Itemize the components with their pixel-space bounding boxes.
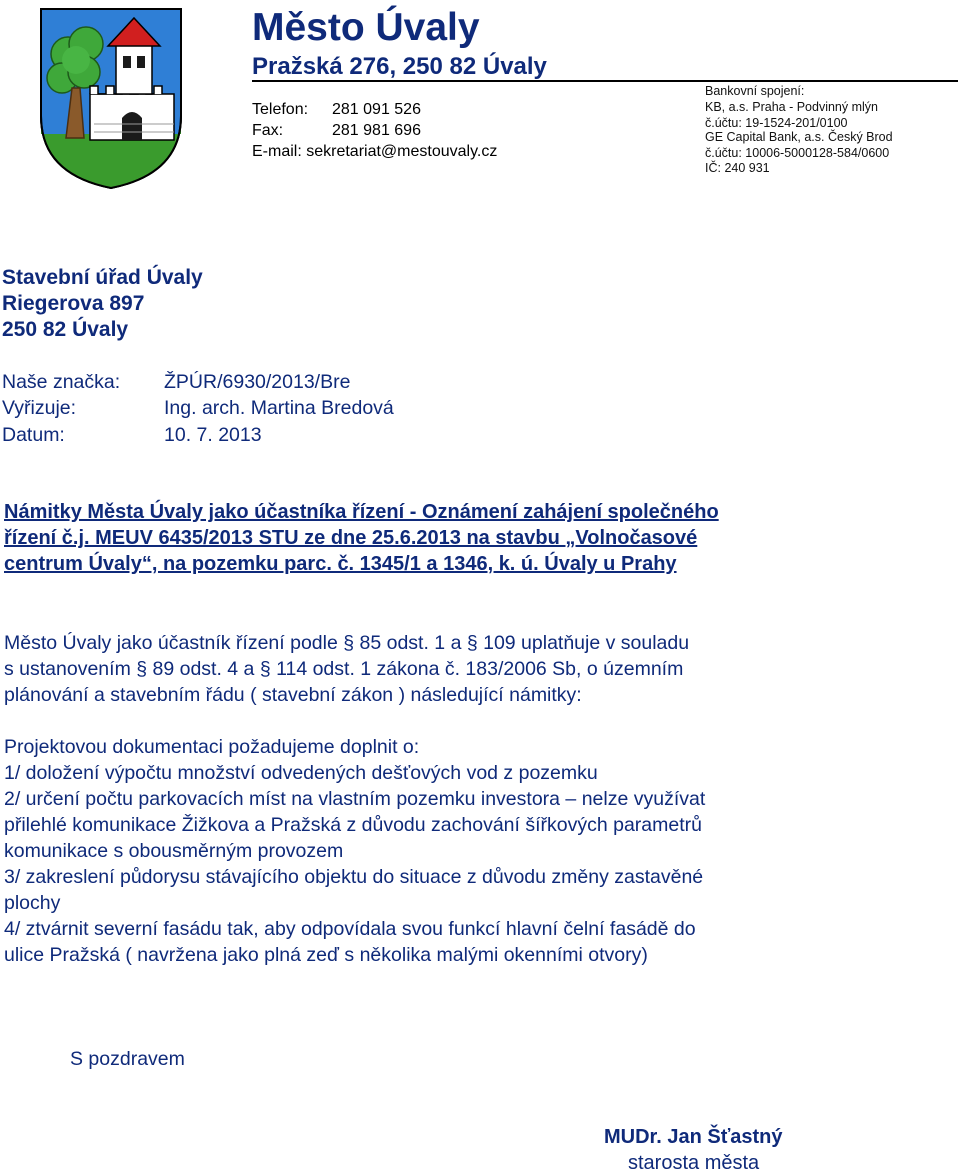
subject-line: Námitky Města Úvaly jako účastníka řízení - Oznámení zahájení společného: [4, 501, 719, 523]
handler-label: Vyřizuje:: [2, 397, 77, 419]
email-line: E-mail: sekretariat@mestouvaly.cz: [252, 143, 498, 160]
subject-line: řízení č.j. MEUV 6435/2013 STU ze dne 25.6.2013 na stavbu „Volnočasové: [4, 527, 698, 549]
bank-line: č.účtu: 10006-5000128-584/0600: [705, 146, 890, 160]
closing-greeting: S pozdravem: [70, 1048, 185, 1070]
recipient-line: Riegerova 897: [2, 292, 145, 315]
company-id: IČ: 240 931: [705, 161, 770, 175]
request-line: Projektovou dokumentaci požadujeme doplnit o:: [4, 736, 420, 758]
subject-line: centrum Úvaly“, na pozemku parc. č. 1345/1 a 1346, k. ú. Úvaly u Prahy: [4, 553, 677, 575]
request-line: plochy: [4, 892, 61, 914]
bank-line: KB, a.s. Praha - Podvinný mlýn: [705, 100, 878, 114]
fax-value: 281 981 696: [332, 122, 421, 139]
city-title: Město Úvaly: [252, 6, 480, 49]
request-line: komunikace s obousměrným provozem: [4, 840, 344, 862]
request-line: 3/ zakreslení půdorysu stávajícího objektu do situace z důvodu změny zastavěné: [4, 866, 704, 888]
fax-label: Fax:: [252, 122, 284, 139]
recipient-line: 250 82 Úvaly: [2, 318, 129, 341]
signatory-role: starosta města: [628, 1152, 760, 1174]
phone-value: 281 091 526: [332, 101, 421, 118]
recipient-line: Stavební úřad Úvaly: [2, 266, 203, 289]
city-coat-of-arms: [38, 6, 184, 190]
reference-value: ŽPÚR/6930/2013/Bre: [164, 371, 351, 393]
body-line: Město Úvaly jako účastník řízení podle § 85 odst. 1 a § 109 uplatňuje v souladu: [4, 632, 690, 654]
phone-label: Telefon:: [252, 101, 309, 118]
reference-label: Naše značka:: [2, 371, 121, 393]
date-label: Datum:: [2, 424, 65, 446]
city-address: Pražská 276, 250 82 Úvaly: [252, 53, 547, 80]
date-value: 10. 7. 2013: [164, 424, 262, 446]
body-line: plánování a stavebním řádu ( stavební zákon ) následující námitky:: [4, 684, 582, 706]
signatory-name: MUDr. Jan Šťastný: [604, 1126, 783, 1148]
request-line: přilehlé komunikace Žižkova a Pražská z důvodu zachování šířkových parametrů: [4, 814, 702, 836]
body-line: s ustanovením § 89 odst. 4 a § 114 odst. 1 zákona č. 183/2006 Sb, o územním: [4, 658, 684, 680]
bank-line: Bankovní spojení:: [705, 84, 805, 98]
request-line: ulice Pražská ( navržena jako plná zeď s několika malými okenními otvory): [4, 944, 648, 966]
request-line: 1/ doložení výpočtu množství odvedených dešťových vod z pozemku: [4, 762, 598, 784]
request-line: 4/ ztvárnit severní fasádu tak, aby odpovídala svou funkcí hlavní čelní fasádě do: [4, 918, 696, 940]
handler-value: Ing. arch. Martina Bredová: [164, 397, 394, 419]
bank-line: č.účtu: 19-1524-201/0100: [705, 116, 848, 130]
bank-line: GE Capital Bank, a.s. Český Brod: [705, 130, 893, 144]
header-divider: [252, 80, 958, 82]
request-line: 2/ určení počtu parkovacích míst na vlastním pozemku investora – nelze využívat: [4, 788, 706, 810]
